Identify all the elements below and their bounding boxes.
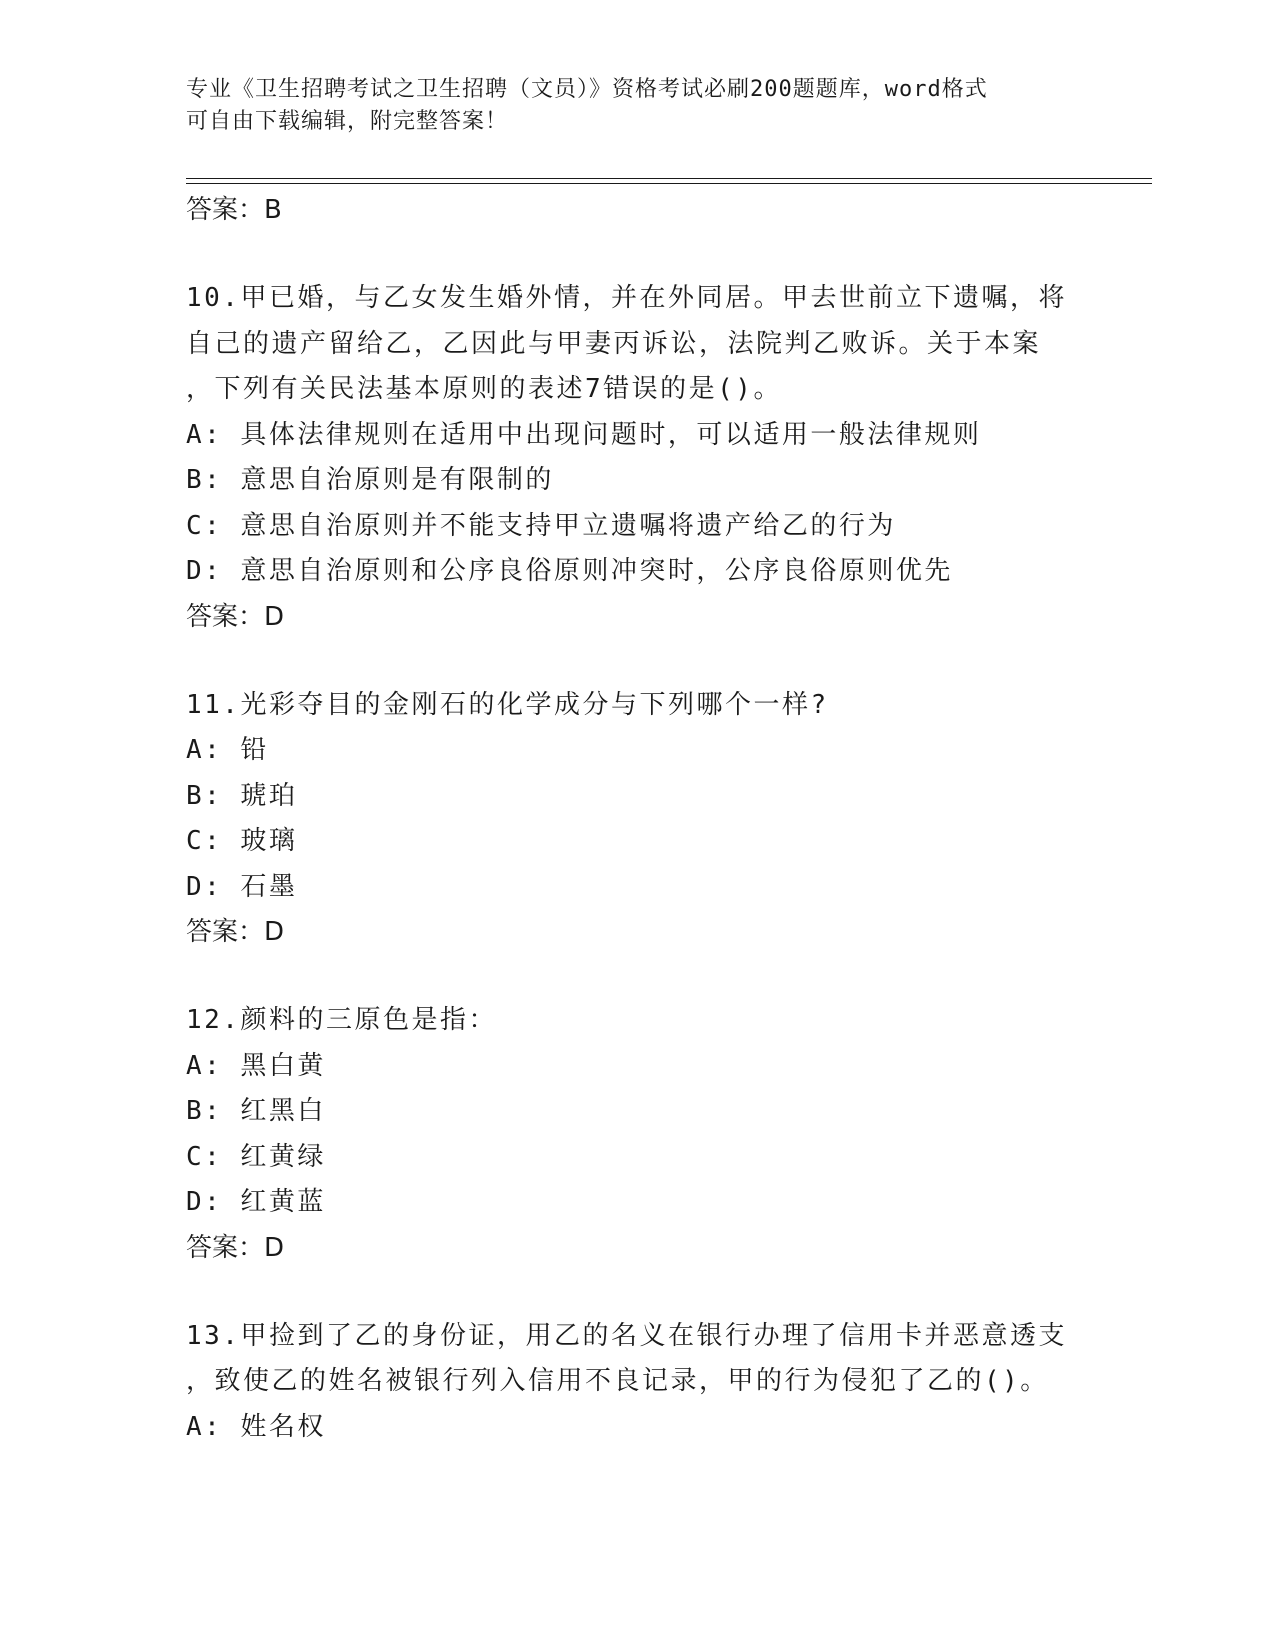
question-11 (186, 683, 1086, 955)
question-stem (186, 1314, 1086, 1405)
option-c (186, 504, 1086, 550)
option-key: D: (186, 871, 223, 902)
option-text: 黑白黄 (240, 1050, 326, 1081)
answer-line: 答案：B (186, 195, 282, 225)
stem-line: ，致使乙的姓名被银行列入信用不良记录，甲的行为侵犯了乙的()。 (186, 1366, 1049, 1396)
question-12 (186, 998, 1086, 1270)
option-key: C: (186, 510, 223, 541)
option-key: B: (186, 780, 223, 811)
option-text: 具体法律规则在适用中出现问题时，可以适用一般法律规则 (240, 419, 982, 450)
option-c (186, 819, 1086, 865)
option-text: 意思自治原则是有限制的 (240, 465, 554, 495)
option-a (186, 413, 1086, 459)
option-key: A: (186, 1411, 223, 1442)
option-text: 意思自治原则和公序良俗原则冲突时，公序良俗原则优先 (240, 556, 953, 586)
option-text: 意思自治原则并不能支持甲立遗嘱将遗产给乙的行为 (240, 510, 896, 541)
option-c (186, 1135, 1086, 1181)
option-key: A: (186, 1050, 223, 1081)
option-d (186, 865, 1086, 911)
stem-line: 12.颜料的三原色是指： (186, 1005, 497, 1035)
answer-line: 答案：D (186, 1232, 285, 1263)
stem-line: 13.甲捡到了乙的身份证，用乙的名义在银行办理了信用卡并恶意透支 (186, 1320, 1067, 1351)
option-text: 玻璃 (240, 826, 298, 856)
header-line-1: 专业《卫生招聘考试之卫生招聘（文员）》资格考试必刷200题题库，word格式 (186, 77, 988, 102)
option-text: 姓名权 (240, 1411, 326, 1442)
option-text: 石墨 (240, 871, 298, 902)
option-text: 红黄绿 (240, 1141, 326, 1172)
header-divider-top (186, 178, 1152, 179)
option-key: A: (186, 419, 223, 450)
option-text: 琥珀 (240, 780, 298, 811)
answer-line: 答案：D (186, 917, 285, 947)
question-stem (186, 683, 1086, 729)
stem-line: 10.甲已婚，与乙女发生婚外情，并在外同居。甲去世前立下遗嘱，将 (186, 283, 1067, 313)
option-a (186, 1405, 1086, 1451)
option-key: C: (186, 1141, 223, 1172)
stem-line: 自己的遗产留给乙，乙因此与甲妻丙诉讼，法院判乙败诉。关于本案 (186, 328, 1042, 359)
header-divider-bottom (186, 183, 1152, 184)
option-key: B: (186, 1096, 223, 1126)
stem-line: 11.光彩夺目的金刚石的化学成分与下列哪个一样? (186, 689, 829, 720)
question-10 (186, 276, 1086, 639)
stem-line: ，下列有关民法基本原则的表述7错误的是()。 (186, 374, 782, 404)
option-a (186, 728, 1086, 774)
option-d (186, 1180, 1086, 1226)
option-d (186, 549, 1086, 595)
option-b (186, 458, 1086, 504)
option-b (186, 1089, 1086, 1135)
option-text: 红黑白 (240, 1096, 326, 1126)
option-key: D: (186, 1187, 223, 1217)
option-key: D: (186, 556, 223, 586)
option-key: B: (186, 465, 223, 495)
question-stem (186, 276, 1086, 413)
question-stem (186, 998, 1086, 1044)
question-13 (186, 1314, 1086, 1451)
option-key: C: (186, 826, 223, 856)
document-header (186, 74, 1086, 138)
option-text: 红黄蓝 (240, 1187, 326, 1217)
option-b (186, 774, 1086, 820)
answer-line: 答案：D (186, 601, 285, 632)
header-line-2: 可自由下载编辑，附完整答案！ (186, 109, 509, 134)
question-list (186, 188, 1086, 1450)
option-key: A: (186, 735, 223, 765)
option-a (186, 1044, 1086, 1090)
option-text: 铅 (240, 735, 269, 765)
